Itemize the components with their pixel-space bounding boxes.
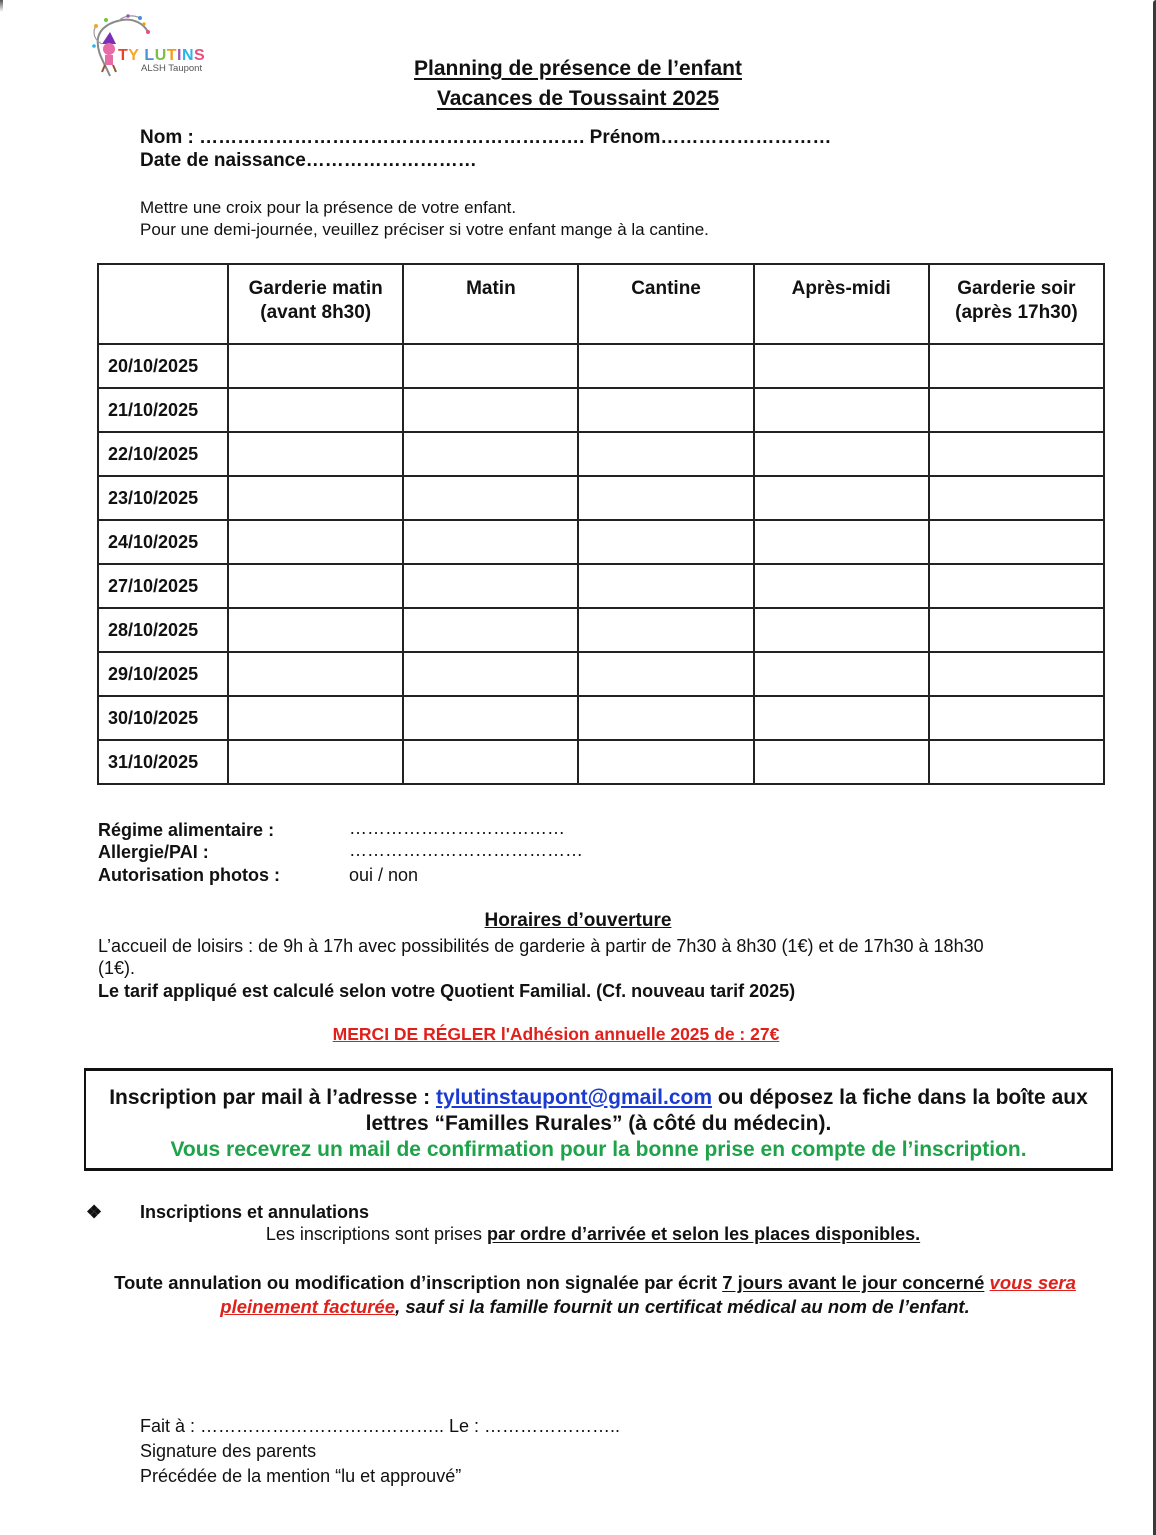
birth-date-field[interactable]: Date de naissance……………………… — [140, 150, 477, 171]
attendance-checkbox-cell[interactable] — [754, 388, 929, 432]
logo-letter: S — [194, 47, 206, 64]
date-cell: 27/10/2025 — [98, 564, 228, 608]
attendance-checkbox-cell[interactable] — [578, 740, 753, 784]
date-cell: 22/10/2025 — [98, 432, 228, 476]
attendance-checkbox-cell[interactable] — [403, 740, 578, 784]
table-row — [98, 564, 1104, 608]
header-line: (avant 8h30) — [260, 302, 372, 323]
allergie-field[interactable]: ………………………………… — [349, 840, 583, 860]
inscriptions-rule-emphasis: par ordre d’arrivée et selon les places disponibles. — [486, 1224, 921, 1244]
header-line: Cantine — [631, 278, 701, 299]
nom-prenom-field[interactable]: Nom : ……………………………………………………. Prénom……………………… — [140, 127, 832, 148]
attendance-checkbox-cell[interactable] — [228, 608, 403, 652]
header-line: (après 17h30) — [955, 302, 1078, 323]
table-row — [98, 740, 1104, 784]
hours-text: L’accueil de loisirs : de 9h à 17h avec possibilités de garderie à partir de 7h30 à 8h30 (1€) et de 17h30 à 18h30 (1€). — [98, 936, 984, 978]
warning-billed: vous sera pleinement facturée — [220, 1272, 1076, 1317]
attendance-checkbox-cell[interactable] — [929, 520, 1104, 564]
attendance-checkbox-cell[interactable] — [578, 432, 753, 476]
attendance-checkbox-cell[interactable] — [228, 432, 403, 476]
attendance-checkbox-cell[interactable] — [929, 564, 1104, 608]
table-row — [98, 652, 1104, 696]
approval-mention: Précédée de la mention “lu et approuvé” — [140, 1466, 462, 1486]
logo-letter: T — [118, 47, 129, 64]
attendance-checkbox-cell[interactable] — [228, 388, 403, 432]
table-header-row — [98, 264, 1104, 344]
col-header-matin — [403, 264, 578, 344]
attendance-checkbox-cell[interactable] — [578, 564, 753, 608]
attendance-checkbox-cell[interactable] — [754, 344, 929, 388]
cancellation-warning — [80, 1271, 1110, 1319]
attendance-checkbox-cell[interactable] — [754, 652, 929, 696]
table-row — [98, 388, 1104, 432]
inscriptions-rule — [0, 1224, 1156, 1245]
attendance-checkbox-cell[interactable] — [929, 696, 1104, 740]
logo-letter: T — [166, 47, 178, 64]
allergie-label: Allergie/PAI : — [98, 842, 209, 862]
attendance-checkbox-cell[interactable] — [578, 344, 753, 388]
attendance-checkbox-cell[interactable] — [578, 388, 753, 432]
logo-letter: N — [181, 47, 195, 64]
date-cell: 24/10/2025 — [98, 520, 228, 564]
attendance-checkbox-cell[interactable] — [754, 432, 929, 476]
attendance-checkbox-cell[interactable] — [578, 608, 753, 652]
attendance-checkbox-cell[interactable] — [754, 520, 929, 564]
attendance-checkbox-cell[interactable] — [754, 696, 929, 740]
notice-prefix: Inscription par mail à l’adresse : — [109, 1086, 437, 1109]
logo-subtitle: ALSH Taupont — [141, 63, 203, 74]
logo-letter: Y — [128, 47, 140, 64]
table-row — [98, 608, 1104, 652]
date-cell: 28/10/2025 — [98, 608, 228, 652]
date-cell: 29/10/2025 — [98, 652, 228, 696]
table-row — [98, 432, 1104, 476]
fait-le-field[interactable]: Fait à : ………………………………….. Le : ………………….. — [140, 1416, 621, 1436]
date-cell: 31/10/2025 — [98, 740, 228, 784]
col-header-apres-midi — [754, 264, 929, 344]
attendance-checkbox-cell[interactable] — [228, 344, 403, 388]
attendance-checkbox-cell[interactable] — [578, 520, 753, 564]
instruction-line-1: Mettre une croix pour la présence de votre enfant. — [140, 198, 517, 217]
attendance-checkbox-cell[interactable] — [403, 388, 578, 432]
attendance-checkbox-cell[interactable] — [228, 696, 403, 740]
attendance-checkbox-cell[interactable] — [403, 344, 578, 388]
table-row — [98, 520, 1104, 564]
col-header-garderie-soir — [929, 264, 1104, 344]
warning-part-1: Toute annulation ou modification d’inscription non signalée par écrit — [114, 1272, 723, 1293]
tarif-text: Le tarif appliqué est calculé selon votre Quotient Familial. (Cf. nouveau tarif 2025) — [98, 981, 796, 1001]
attendance-checkbox-cell[interactable] — [754, 740, 929, 784]
email-link[interactable]: tylutinstaupont@gmail.com — [436, 1086, 712, 1109]
diamond-bullet-icon: ❖ — [86, 1202, 103, 1222]
table-row — [98, 696, 1104, 740]
date-cell: 21/10/2025 — [98, 388, 228, 432]
regime-label: Régime alimentaire : — [98, 820, 275, 840]
inscriptions-rule-prefix: Les inscriptions sont prises — [265, 1224, 487, 1244]
header-line: Garderie matin — [248, 278, 383, 299]
photos-choice[interactable]: oui / non — [349, 865, 419, 885]
col-header-cantine — [578, 264, 753, 344]
inscription-notice-box — [84, 1068, 1113, 1171]
col-header-garderie-matin — [228, 264, 403, 344]
logo-letter: L — [144, 47, 155, 64]
attendance-checkbox-cell[interactable] — [929, 432, 1104, 476]
attendance-checkbox-cell[interactable] — [228, 652, 403, 696]
attendance-checkbox-cell[interactable] — [228, 520, 403, 564]
attendance-table — [97, 263, 1105, 785]
attendance-checkbox-cell[interactable] — [403, 564, 578, 608]
attendance-checkbox-cell[interactable] — [754, 608, 929, 652]
instruction-line-2: Pour une demi-journée, veuillez préciser si votre enfant mange à la cantine. — [140, 220, 709, 239]
inscriptions-heading: Inscriptions et annulations — [140, 1202, 370, 1222]
adhesion-notice: MERCI DE RÉGLER l'Adhésion annuelle 2025 de : 27€ — [332, 1024, 780, 1044]
attendance-checkbox-cell[interactable] — [929, 608, 1104, 652]
attendance-checkbox-cell[interactable] — [578, 696, 753, 740]
warning-deadline: 7 jours avant le jour concerné — [722, 1272, 985, 1293]
attendance-checkbox-cell[interactable] — [403, 652, 578, 696]
attendance-checkbox-cell[interactable] — [929, 388, 1104, 432]
attendance-checkbox-cell[interactable] — [929, 652, 1104, 696]
attendance-checkbox-cell[interactable] — [929, 740, 1104, 784]
header-line: Garderie soir — [957, 278, 1076, 299]
table-row — [98, 344, 1104, 388]
attendance-checkbox-cell[interactable] — [228, 476, 403, 520]
notice-suffix: ou déposez la fiche dans la boîte aux lettres “Familles Rurales” (à côté du médecin). — [365, 1086, 1088, 1135]
warning-exception: , sauf si la famille fournit un certificat médical au nom de l’enfant. — [395, 1296, 970, 1317]
attendance-checkbox-cell[interactable] — [929, 344, 1104, 388]
hours-title: Horaires d’ouverture — [484, 910, 672, 931]
logo-letter: I — [177, 47, 182, 64]
inscriptions-heading-row — [86, 1202, 369, 1223]
corner-cell — [98, 264, 228, 344]
signature-label: Signature des parents — [140, 1441, 317, 1461]
attendance-checkbox-cell[interactable] — [228, 740, 403, 784]
attendance-checkbox-cell[interactable] — [403, 432, 578, 476]
photos-label: Autorisation photos : — [98, 865, 280, 885]
date-cell: 23/10/2025 — [98, 476, 228, 520]
attendance-checkbox-cell[interactable] — [403, 520, 578, 564]
attendance-checkbox-cell[interactable] — [403, 476, 578, 520]
attendance-checkbox-cell[interactable] — [403, 608, 578, 652]
header-line: Après-midi — [791, 278, 891, 299]
attendance-checkbox-cell[interactable] — [929, 476, 1104, 520]
attendance-checkbox-cell[interactable] — [578, 476, 753, 520]
date-cell: 30/10/2025 — [98, 696, 228, 740]
attendance-checkbox-cell[interactable] — [578, 652, 753, 696]
header-line: Matin — [466, 278, 516, 299]
page-title: Planning de présence de l’enfant — [414, 57, 742, 80]
table-row — [98, 476, 1104, 520]
logo-letter: U — [154, 47, 167, 64]
confirmation-text: Vous recevrez un mail de confirmation pour la bonne prise en compte de l’inscription. — [170, 1138, 1027, 1161]
page-subtitle: Vacances de Toussaint 2025 — [436, 87, 720, 110]
regime-field[interactable]: ……………………………… — [349, 818, 565, 838]
date-cell: 20/10/2025 — [98, 344, 228, 388]
attendance-checkbox-cell[interactable] — [754, 564, 929, 608]
attendance-checkbox-cell[interactable] — [228, 564, 403, 608]
attendance-checkbox-cell[interactable] — [403, 696, 578, 740]
attendance-checkbox-cell[interactable] — [754, 476, 929, 520]
page-left-edge — [0, 0, 3, 12]
